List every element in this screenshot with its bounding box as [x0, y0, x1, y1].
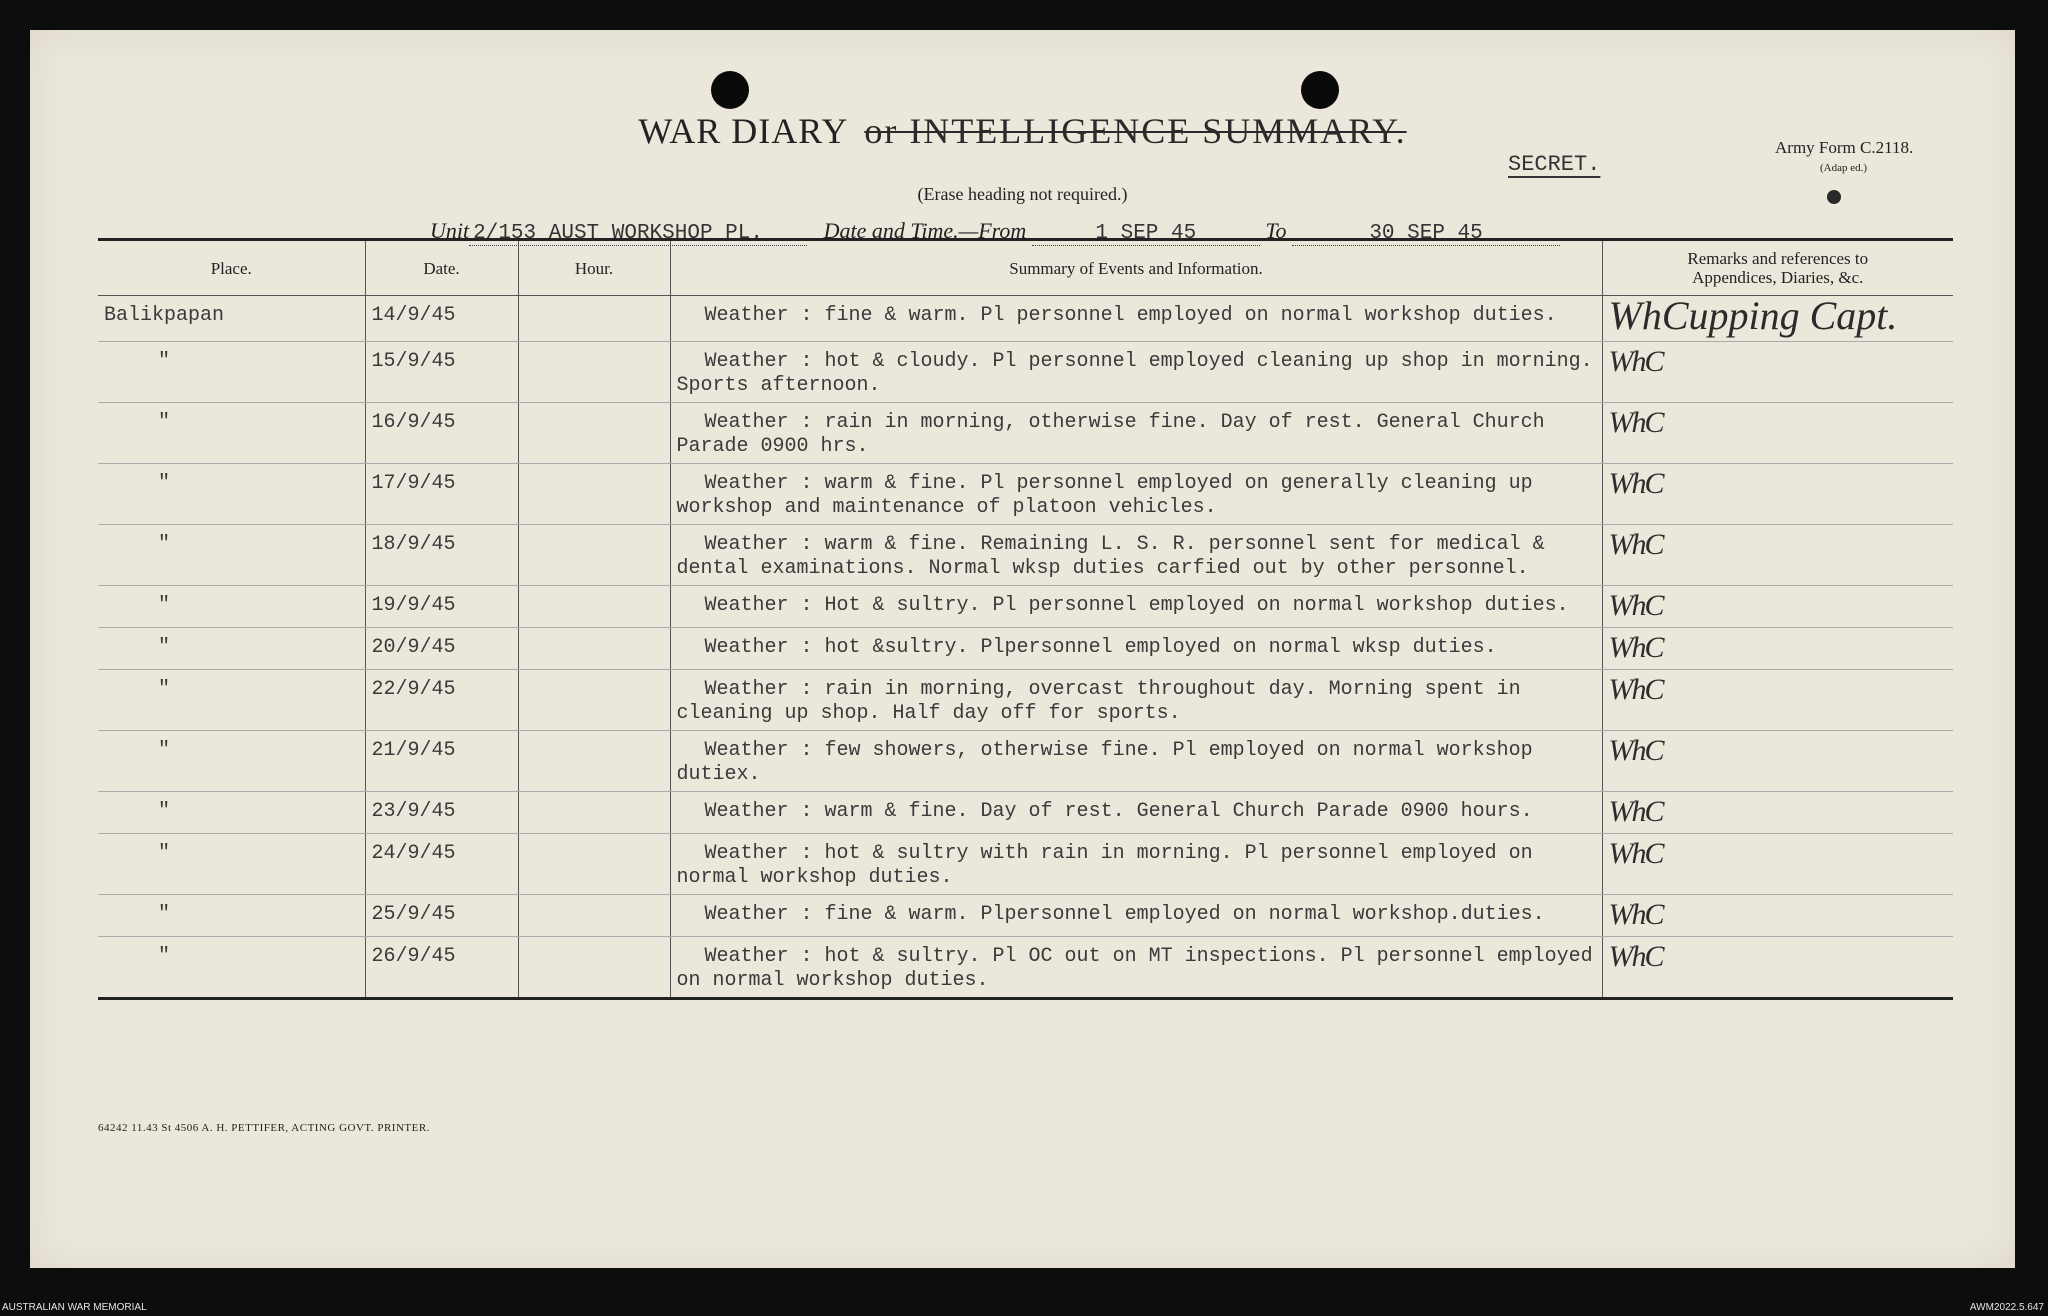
- initials: WhC: [1608, 406, 1663, 439]
- cell-remark: [1602, 937, 1953, 999]
- table-row: [98, 731, 1953, 792]
- adapted-note: (Adap ed.): [1820, 162, 1868, 174]
- cell-place: ": [98, 628, 365, 670]
- cell-place: ": [158, 945, 171, 968]
- table-row: [98, 586, 1953, 628]
- initials: WhC: [1608, 795, 1663, 828]
- table-row: [98, 525, 1953, 586]
- secret-label: SECRET.: [1508, 152, 1601, 177]
- table-row: [98, 464, 1953, 525]
- cell-summary: Weather : hot & sultry with rain in morning. Pl personnel employed on normal workshop duties.: [670, 834, 1602, 895]
- table-row: [98, 296, 1953, 342]
- cell-place: ": [98, 586, 365, 628]
- cell-date: 26/9/45: [365, 937, 518, 999]
- header-remarks: [1602, 240, 1953, 296]
- cell-remark: [1602, 792, 1953, 834]
- cell-date: 24/9/45: [365, 834, 518, 895]
- initials: WhC: [1608, 589, 1663, 622]
- cell-hour: [518, 834, 670, 895]
- cell-summary: Weather : warm & fine. Pl personnel employed on generally cleaning up workshop and maintenance of platoon vehicles.: [670, 464, 1602, 525]
- cell-place: Balikpapan: [98, 296, 365, 342]
- cell-hour: [518, 792, 670, 834]
- cell-summary: Weather : warm & fine. Remaining L. S. R. personnel sent for medical & dental examinations. Normal wksp duties carfied out by other personnel.: [670, 525, 1602, 586]
- cell-date: 16/9/45: [365, 403, 518, 464]
- cell-summary: Weather : hot & cloudy. Pl personnel employed cleaning up shop in morning. Sports afternoon.: [670, 342, 1602, 403]
- cell-place: ": [98, 792, 365, 834]
- cell-summary: Weather : fine & warm. Pl personnel employed on normal workshop duties.: [670, 296, 1602, 342]
- table-row: [98, 937, 1953, 999]
- table-row: [98, 895, 1953, 937]
- table-row: [98, 792, 1953, 834]
- punch-hole: [1301, 71, 1339, 109]
- initials: WhC: [1608, 673, 1663, 706]
- printer-line: 64242 11.43 St 4506 A. H. PETTIFER, ACTING GOVT. PRINTER.: [98, 1122, 430, 1134]
- cell-date: 21/9/45: [365, 731, 518, 792]
- initials: WhC: [1608, 837, 1663, 870]
- cell-summary: Weather : Hot & sultry. Pl personnel employed on normal workshop duties.: [670, 586, 1602, 628]
- header-hour: Hour.: [518, 240, 670, 296]
- from-value: 1 SEP 45: [1032, 222, 1260, 246]
- cell-hour: [518, 937, 670, 999]
- form-title: [30, 110, 2015, 152]
- cell-date: 23/9/45: [365, 792, 518, 834]
- cell-summary: Weather : fine & warm. Plpersonnel employed on normal workshop.duties.: [670, 895, 1602, 937]
- diary-sheet: [30, 30, 2015, 1268]
- cell-hour: [518, 464, 670, 525]
- cell-remark: [1602, 403, 1953, 464]
- unit-label: Unit: [430, 218, 470, 243]
- title-main: WAR DIARY: [638, 111, 849, 151]
- table-header: [98, 240, 1953, 296]
- cell-summary: Weather : hot &sultry. Plpersonnel employed on normal wksp duties.: [670, 628, 1602, 670]
- header-date: Date.: [365, 240, 518, 296]
- cell-date: 22/9/45: [365, 670, 518, 731]
- cell-hour: [518, 670, 670, 731]
- punch-hole: [711, 71, 749, 109]
- initials: WhC: [1608, 734, 1663, 767]
- cell-summary: Weather : few showers, otherwise fine. Pl employed on normal workshop dutiex.: [670, 731, 1602, 792]
- table-row: [98, 670, 1953, 731]
- cell-hour: [518, 342, 670, 403]
- cell-remark: [1602, 628, 1953, 670]
- cell-hour: [518, 296, 670, 342]
- unit-value: 2/153 AUST WORKSHOP PL.: [469, 222, 807, 246]
- header-remarks-line1: Remarks and references to: [1687, 249, 1869, 268]
- table-row: [98, 834, 1953, 895]
- initials: WhC: [1608, 898, 1663, 931]
- cell-place: ": [98, 731, 365, 792]
- cell-place: ": [98, 895, 365, 937]
- cell-date: 25/9/45: [365, 895, 518, 937]
- cell-summary: Weather : hot & sultry. Pl OC out on MT inspections. Pl personnel employed on normal workshop duties.: [670, 937, 1602, 999]
- cell-date: 19/9/45: [365, 586, 518, 628]
- army-form-number: Army Form C.2118.: [1775, 138, 1914, 157]
- header-place: Place.: [98, 240, 365, 296]
- cell-date: 14/9/45: [365, 296, 518, 342]
- cell-remark: [1602, 895, 1953, 937]
- cell-summary: Weather : warm & fine. Day of rest. General Church Parade 0900 hours.: [670, 792, 1602, 834]
- cell-place: ": [98, 525, 365, 586]
- cell-summary: Weather : rain in morning, otherwise fine. Day of rest. General Church Parade 0900 hrs.: [670, 403, 1602, 464]
- erase-note: (Erase heading not required.): [917, 184, 1128, 204]
- cell-summary: Weather : rain in morning, overcast throughout day. Morning spent in cleaning up shop. Half day off for sports.: [670, 670, 1602, 731]
- cell-place: ": [98, 834, 365, 895]
- cell-hour: [518, 895, 670, 937]
- table-row: [98, 403, 1953, 464]
- cell-remark: [1602, 525, 1953, 586]
- cell-hour: [518, 586, 670, 628]
- table-row: [98, 628, 1953, 670]
- cell-place: ": [98, 464, 365, 525]
- cell-remark: [1602, 731, 1953, 792]
- cell-date: 20/9/45: [365, 628, 518, 670]
- cell-remark: [1602, 670, 1953, 731]
- cell-place: ": [98, 670, 365, 731]
- cell-date: 18/9/45: [365, 525, 518, 586]
- cell-place: ": [98, 403, 365, 464]
- cell-date: 15/9/45: [365, 342, 518, 403]
- cell-hour: [518, 628, 670, 670]
- cell-place: ": [98, 342, 365, 403]
- initials: WhC: [1608, 940, 1663, 973]
- cell-date: 17/9/45: [365, 464, 518, 525]
- initials: WhC: [1608, 345, 1663, 378]
- cell-remark: [1602, 834, 1953, 895]
- date-time-label: Date and Time.—From: [823, 218, 1027, 243]
- cell-hour: [518, 403, 670, 464]
- cell-remark: [1602, 464, 1953, 525]
- title-struck: or INTELLIGENCE SUMMARY.: [864, 111, 1407, 151]
- archive-id: AWM2022.5.647: [1969, 1302, 2044, 1313]
- cell-remark: [1602, 293, 1953, 342]
- header-summary: Summary of Events and Information.: [670, 240, 1602, 296]
- cell-remark: [1602, 342, 1953, 403]
- initials: WhC: [1608, 528, 1663, 561]
- cell-remark: [1602, 586, 1953, 628]
- table-row: [98, 342, 1953, 403]
- initials: WhC: [1608, 631, 1663, 664]
- signature: WhCupping Capt.: [1608, 293, 1898, 338]
- initials: WhC: [1608, 467, 1663, 500]
- to-value: 30 SEP 45: [1292, 222, 1560, 246]
- cell-hour: [518, 525, 670, 586]
- header-remarks-line2: Appendices, Diaries, &c.: [1692, 268, 1864, 287]
- diary-table: [98, 238, 1953, 1000]
- cell-hour: [518, 731, 670, 792]
- archive-credit: AUSTRALIAN WAR MEMORIAL: [2, 1302, 147, 1313]
- to-label: To: [1265, 218, 1287, 243]
